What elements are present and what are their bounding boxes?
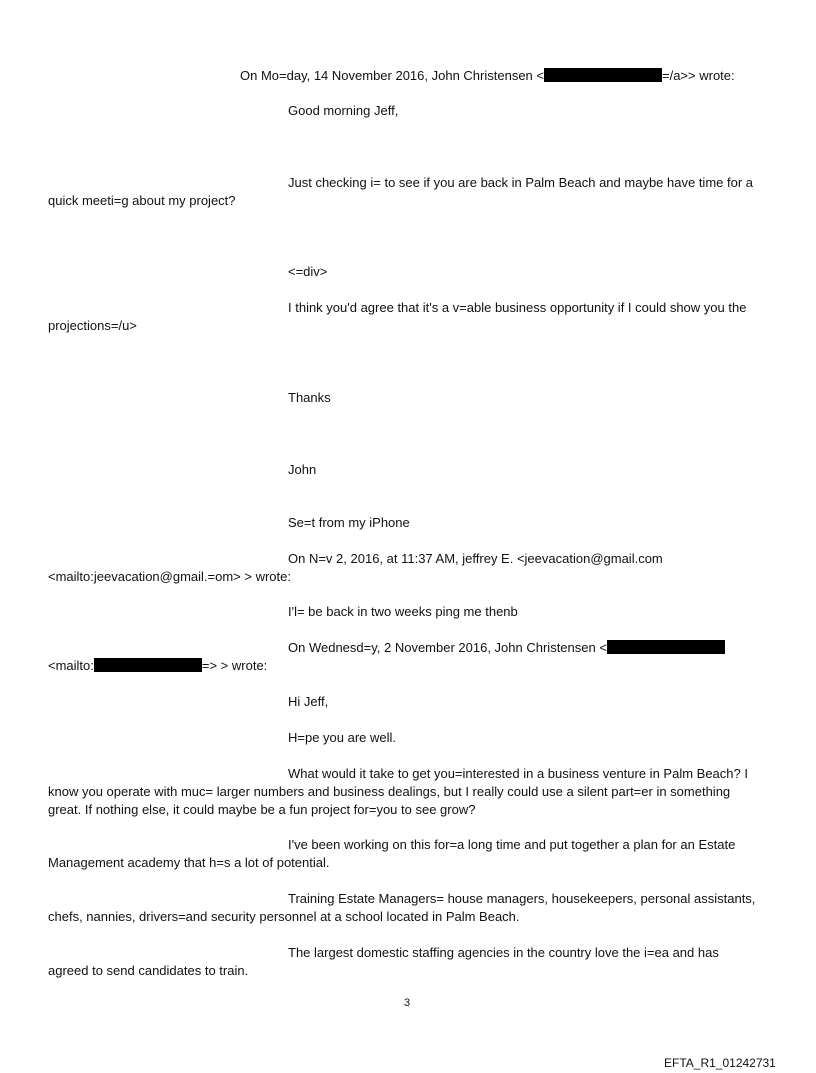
para4-line2: Management academy that h=s a lot of potential. xyxy=(48,855,330,870)
div-tag: <=div> xyxy=(288,264,328,279)
greeting: Good morning Jeff, xyxy=(288,103,399,118)
para3-line1: What would it take to get you=interested in a business venture in Palm Beach? I xyxy=(288,766,748,781)
quote-header-3-mailto: <mailto: xyxy=(48,658,94,673)
sent-from: Se=t from my iPhone xyxy=(288,515,410,530)
para6-line2: agreed to send candidates to train. xyxy=(48,963,249,978)
para2-line2: projections=/u> xyxy=(48,318,137,333)
thanks-line: Thanks xyxy=(288,390,331,405)
para3-line2: know you operate with muc= larger numbers and business dealings, but I really could use a silent part=er in something xyxy=(48,784,731,799)
para2-line1: I think you'd agree that it's a v=able business opportunity if I could show you the xyxy=(288,300,747,315)
hi-line: Hi Jeff, xyxy=(288,694,329,709)
quote-header-1 xyxy=(240,67,735,85)
quote-header-1-after: =/a>> wrote: xyxy=(662,68,735,83)
document-id-footer: EFTA_R1_01242731 xyxy=(664,1056,776,1070)
reply-line: I'l= be back in two weeks ping me thenb xyxy=(288,604,518,619)
quote-header-3-line1 xyxy=(288,639,725,657)
redaction-box xyxy=(607,640,725,654)
quote-header-1-before: On Mo=day, 14 November 2016, John Christensen < xyxy=(240,68,544,83)
signature: John xyxy=(288,462,317,477)
quote-header-2-line1: On N=v 2, 2016, at 11:37 AM, jeffrey E. <jeevacation@gmail.com xyxy=(288,551,663,566)
quote-header-3-text: On Wednesd=y, 2 November 2016, John Christensen < xyxy=(288,640,607,655)
page-number: 3 xyxy=(404,997,411,1009)
para1-line2: quick meeti=g about my project? xyxy=(48,193,236,208)
para1-line1: Just checking i= to see if you are back in Palm Beach and maybe have time for a xyxy=(288,175,753,190)
quote-header-2-line2: <mailto:jeevacation@gmail.=om> > wrote: xyxy=(48,569,291,584)
quote-header-3-after: => > wrote: xyxy=(201,658,268,673)
redaction-box xyxy=(544,68,662,82)
hope-line: H=pe you are well. xyxy=(288,730,397,745)
para5-line1: Training Estate Managers= house managers, housekeepers, personal assistants, xyxy=(288,891,756,906)
para6-line1: The largest domestic staffing agencies in the country love the i=ea and has xyxy=(288,945,719,960)
redaction-box xyxy=(94,658,202,672)
para4-line1: I've been working on this for=a long time and put together a plan for an Estate xyxy=(288,837,736,852)
quote-header-3-line2 xyxy=(48,657,267,675)
para5-line2: chefs, nannies, drivers=and security personnel at a school located in Palm Beach. xyxy=(48,909,520,924)
para3-line3: great. If nothing else, it could maybe be a fun project for=you to see grow? xyxy=(48,802,476,817)
